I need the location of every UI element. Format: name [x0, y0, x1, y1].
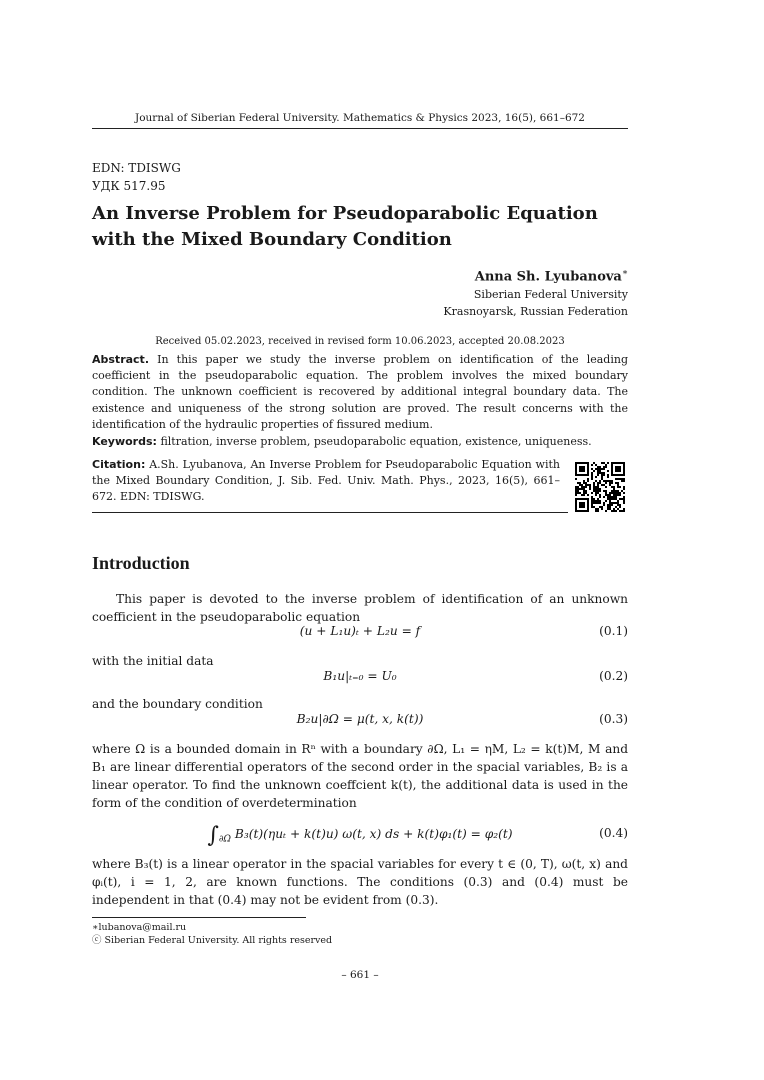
author-block: [443, 264, 628, 320]
equation-number: (0.1): [599, 624, 628, 638]
integral-sign: ∫: [207, 823, 219, 848]
equation-0-4: [92, 821, 628, 849]
author-name: [443, 264, 628, 286]
header-rule: [92, 128, 628, 129]
equation-number: (0.4): [599, 826, 628, 840]
integral-domain: ∂Ω: [218, 834, 232, 845]
paper-title: [92, 201, 632, 253]
keywords-text: filtration, inverse problem, pseudoparabolic equation, existence, uniqueness.: [160, 435, 592, 448]
author-affiliation: Siberian Federal University: [473, 288, 628, 302]
page-number: – 661 –: [341, 969, 379, 981]
author-location: Krasnoyarsk, Russian Federation: [443, 305, 628, 319]
citation-label: Citation:: [92, 458, 146, 471]
qr-code[interactable]: [575, 462, 625, 512]
edn: EDN: TDISWG: [92, 161, 181, 175]
abstract-label: Abstract.: [92, 353, 149, 366]
equation-number: (0.3): [599, 712, 628, 726]
equation-body: (u + L₁u)ₜ + L₂u = f: [299, 624, 421, 638]
paragraph-3: and the boundary condition: [92, 697, 263, 711]
equation-0-3: [92, 712, 628, 730]
paragraph-1: This paper is devoted to the inverse problem of identification of an unknown coefficient in the pseudoparabolic equation: [92, 592, 628, 624]
paragraph-5: where B₃(t) is a linear operator in the spacial variables for every t ∈ (0, T), ω(t, x) and φᵢ(t), i = 1, 2, are known functions. The conditions (0.3) and (0.4) must be independent in that (0.4) may not be evident from (0.3).: [92, 857, 628, 907]
equation-body: B₂u|∂Ω = μ(t, x, k(t)): [296, 712, 424, 726]
equation-0-1: [92, 624, 628, 642]
journal-header: Journal of Siberian Federal University. Mathematics & Physics 2023, 16(5), 661–672: [135, 112, 585, 124]
author-mark: ∗: [621, 268, 628, 278]
keywords: [92, 434, 628, 450]
equation-0-2: [92, 669, 628, 687]
paragraph-4: where Ω is a bounded domain in Rⁿ with a boundary ∂Ω, L₁ = ηM, L₂ = k(t)M, M and B₁ are linear differential operators of the second order in the spacial variables, B₂ is a linear operator. To find the unknown coeffcient k(t), the additional data is used in the form of the condition of overdetermination: [92, 742, 628, 810]
abstract: [92, 352, 628, 433]
footnote-email: ∗lubanova@mail.ru: [92, 922, 187, 933]
equation-body: B₃(t)(ηuₜ + k(t)u) ω(t, x) ds + k(t)φ₁(t) = φ₂(t): [234, 827, 513, 841]
citation-text: A.Sh. Lyubanova, An Inverse Problem for Pseudoparabolic Equation with the Mixed Boundary Condition, J. Sib. Fed. Univ. Math. Phys., 2023, 16(5), 661–672. EDN: TDISWG.: [92, 458, 560, 504]
paragraph-2: with the initial data: [92, 654, 214, 668]
citation: [92, 457, 560, 506]
received-dates: Received 05.02.2023, received in revised form 10.06.2023, accepted 20.08.2023: [155, 336, 565, 347]
equation-0-4-body: [92, 823, 628, 848]
title-line-1: An Inverse Problem for Pseudoparabolic Equation: [92, 203, 598, 224]
author-name-text: Anna Sh. Lyubanova: [474, 269, 622, 285]
keywords-label: Keywords:: [92, 435, 157, 448]
abstract-text: In this paper we study the inverse problem on identification of the leading coefficient in the pseudoparabolic equation. The problem involves the mixed boundary condition. The unknown coefficient is recovered by additional integral boundary data. The existence and uniqueness of the strong solution are proved. The result concerns with the identification of the hydraulic properties of fissured medium.: [92, 353, 628, 431]
footnote-rule: [92, 917, 306, 918]
title-line-2: with the Mixed Boundary Condition: [92, 229, 452, 250]
section-title: Introduction: [92, 553, 190, 573]
citation-rule: [92, 512, 568, 513]
equation-body: B₁u|ₜ₌₀ = U₀: [323, 669, 397, 683]
equation-number: (0.2): [599, 669, 628, 683]
udk: УДК 517.95: [92, 179, 166, 193]
footnote-copyright: ⓒ Siberian Federal University. All rights reserved: [92, 935, 333, 946]
